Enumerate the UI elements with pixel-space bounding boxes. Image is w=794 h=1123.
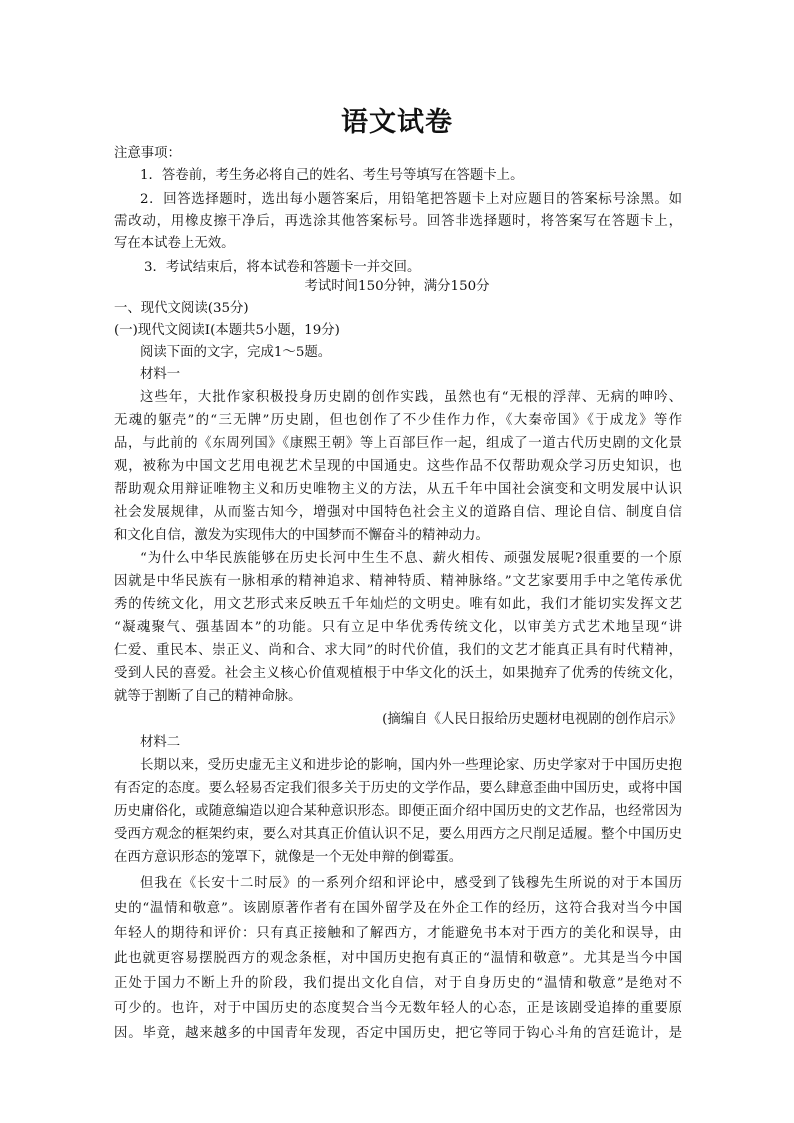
material1-line: 和文化自信，激发为实现伟大的中国梦而不懈奋斗的精神动力。 [114,528,489,543]
sub-section-heading: (一)现代文阅读Ⅰ(本题共5小题，19分) [114,323,340,338]
exam-time-line: 考试时间150分钟，满分150分 [304,279,490,294]
material1-line: 受到人民的喜爱。社会主义核心价值观植根于中华文化的沃土，如果抛弃了优秀的传统文化， [114,666,682,681]
material1-line: 观，被称为中国文艺用电视艺术呈现的中国通史。这些作品不仅帮助观众学习历史知识，也 [114,459,682,474]
material1-line: 帮助观众用辩证唯物主义和历史唯物主义的方法，从五千年中国社会演变和文明发展中认识 [114,482,682,497]
material2-line: 正处于国力不断上升的阶段，我们提出文化自信，对于自身历史的“温情和敬意”是绝对不 [114,976,682,991]
reading-instruction: 阅读下面的文字，完成1～5题。 [140,345,332,360]
material1-line: 因就是中华民族有一脉相承的精神追求、精神特质、精神脉络。”文艺家要用手中之笔传承优 [114,574,682,589]
notice-item-2-line-2: 需改动，用橡皮擦干净后，再选涂其他答案标号。回答非选择题时，将答案写在答题卡上， [114,214,682,229]
material1-source: (摘编自《人民日报给历史题材电视剧的创作启示》 [382,712,682,727]
notice-item-1: 1．答卷前，考生务必将自己的姓名、考生号等填写在答题卡上。 [140,168,524,183]
notice-item-2-line-1: 2．回答选择题时，选出每小题答案后，用铅笔把答题卡上对应题目的答案标号涂黑。如 [140,192,682,207]
material2-line: 在西方意识形态的笼罩下，就像是一个无处申辩的倒霉蛋。 [114,850,463,865]
material2-line: 史的“温情和敬意”。该剧原著作者有在国外留学及在外企工作的经历，这符合我对当今中国 [114,901,682,916]
material2-line: 此也就更容易摆脱西方的观念条框，对中国历史抱有真正的“温情和敬意”。尤其是当今中国 [114,951,682,966]
material2-line: 年轻人的期待和评价：只有真正接触和了解西方，才能避免书本对于西方的美化和误导，由 [114,926,682,941]
material2-line: 受西方观念的框架约束，要么对其真正价值认识不足，要么用西方之尺削足适履。整个中国历史 [114,827,682,842]
material2-line: 长期以来，受历史虚无主义和进步论的影响，国内外一些理论家、历史学家对于中国历史抱 [140,758,682,773]
notice-item-2-line-3: 写在本试卷上无效。 [114,236,235,251]
material1-label: 材料一 [140,367,181,382]
section-heading: 一、现代文阅读(35分) [114,301,249,316]
material1-line: 无魂的躯壳”的“三无牌”历史剧，但也创作了不少佳作力作，《大秦帝国》《于成龙》等作 [114,413,682,428]
material2-label: 材料二 [140,735,181,750]
material2-line: 可少的。也许，对于中国历史的态度契合当今无数年轻人的心态，正是该剧受追捧的重要原 [114,1001,682,1016]
material2-line: 有否定的态度。要么轻易否定我们很多关于历史的文学作品，要么肆意歪曲中国历史，或将中国 [114,781,682,796]
material2-line: 但我在《长安十二时辰》的一系列介绍和评论中，感受到了钱穆先生所说的对于本国历 [140,876,682,891]
notice-heading: 注意事项： [114,146,181,161]
material2-line: 因。毕竟，越来越多的中国青年发现，否定中国历史，把它等同于钩心斗角的宫廷诡计，是 [114,1026,682,1041]
material1-line: 就等于割断了自己的精神命脉。 [114,689,302,704]
material1-line: “凝魂聚气、强基固本”的功能。只有立足中华优秀传统文化，以审美方式艺术地呈现“讲 [114,620,682,635]
material1-line: 社会发展规律，从而鉴古知今，增强对中国特色社会主义的道路自信、理论自信、制度自信 [114,505,682,520]
material1-line: 这些年，大批作家积极投身历史剧的创作实践，虽然也有“无根的浮萍、无病的呻吟、 [140,390,682,405]
material1-line: “为什么中华民族能够在历史长河中生生不息、薪火相传、顽强发展呢?很重要的一个原 [140,551,682,566]
material2-line: 历史庸俗化，或随意编造以迎合某种意识形态。即便正面介绍中国历史的文艺作品，也经常因为 [114,804,682,819]
material1-line: 品，与此前的《东周列国》《康熙王朝》等上百部巨作一起，组成了一道古代历史剧的文化景 [114,436,682,451]
material1-line: 仁爱、重民本、崇正义、尚和合、求大同”的时代价值，我们的文艺才能真正具有时代精神， [114,643,682,658]
page-title: 语文试卷 [341,107,453,138]
material1-line: 秀的传统文化，用文艺形式来反映五千年灿烂的文明史。唯有如此，我们才能切实发挥文艺 [114,597,682,612]
notice-item-3: 3．考试结束后，将本试卷和答题卡一并交回。 [144,260,421,275]
